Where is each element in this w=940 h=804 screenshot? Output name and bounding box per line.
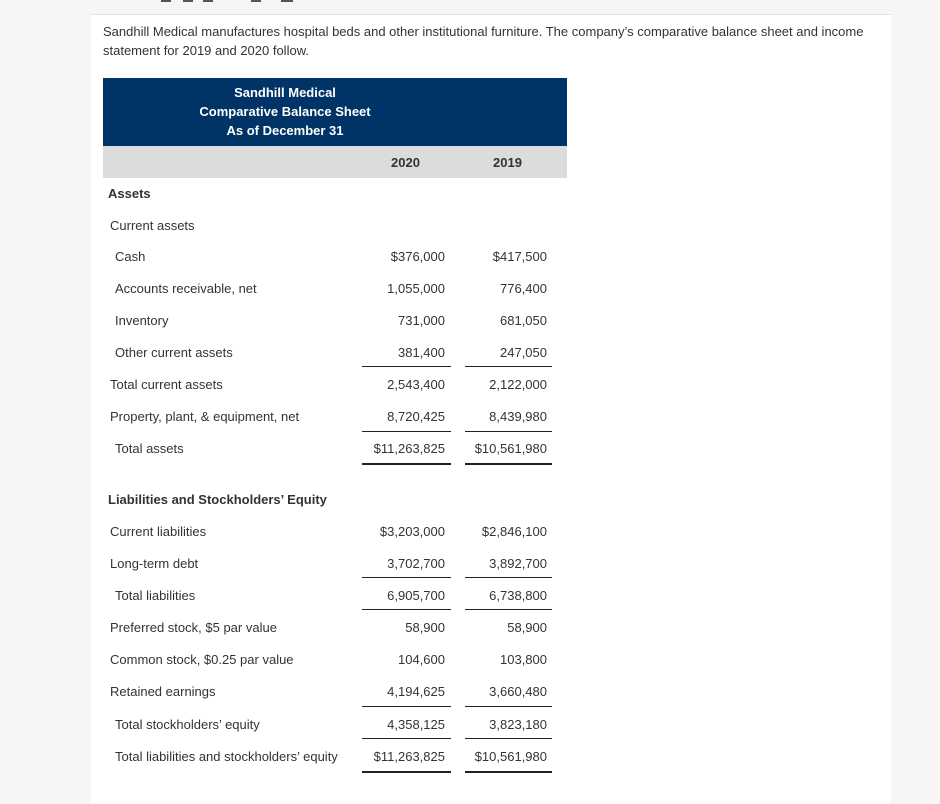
year-2019-header: 2019	[493, 155, 522, 170]
subtotal-underline	[362, 706, 451, 707]
value-2020: $11,263,825	[373, 749, 445, 764]
row-label: Other current assets	[115, 345, 233, 360]
row-label: Common stock, $0.25 par value	[110, 652, 294, 667]
row-label: Current liabilities	[110, 524, 207, 539]
row-label: Property, plant, & equipment, net	[110, 409, 300, 424]
statement-date: As of December 31	[226, 123, 344, 138]
year-2020-header: 2020	[391, 155, 420, 170]
balance-sheet-header	[103, 78, 567, 146]
total-underline	[465, 463, 552, 465]
row-label: Inventory	[115, 313, 169, 328]
value-2020: 4,194,625	[387, 684, 445, 699]
subtotal-underline	[362, 609, 451, 610]
value-2019: $10,561,980	[474, 441, 547, 456]
table-row-long-term-debt	[103, 556, 573, 588]
subtotal-underline	[362, 577, 451, 578]
row-label: Total current assets	[110, 377, 223, 392]
value-2020: 4,358,125	[387, 717, 445, 732]
table-row-common-stock	[103, 652, 573, 684]
row-label: Total liabilities and stockholders’ equity	[115, 749, 338, 764]
table-row-total-assets	[103, 441, 573, 473]
value-2019: $2,846,100	[481, 524, 547, 539]
table-row-ppe	[103, 409, 573, 441]
section-label: Assets	[108, 186, 151, 201]
row-label: Total stockholders’ equity	[115, 717, 260, 732]
table-row-inventory	[103, 313, 573, 345]
value-2019: $417,500	[492, 249, 547, 264]
value-2020: 2,543,400	[387, 377, 445, 392]
value-2019: 247,050	[500, 345, 547, 360]
top-decoration	[91, 0, 891, 4]
total-underline	[362, 463, 451, 465]
value-2019: 103,800	[500, 652, 547, 667]
value-2019: 8,439,980	[489, 409, 547, 424]
value-2020: 1,055,000	[387, 281, 445, 296]
value-2019: 58,900	[507, 620, 547, 635]
subtotal-underline	[465, 738, 552, 739]
value-2020: 381,400	[398, 345, 445, 360]
section-label: Liabilities and Stockholders’ Equity	[108, 492, 327, 507]
table-row-total-liabilities-and-equity	[103, 749, 573, 781]
value-2020: 58,900	[405, 620, 445, 635]
section-assets	[103, 186, 573, 218]
top-divider	[91, 14, 891, 15]
table-row-other-current-assets	[103, 345, 573, 377]
table-row-retained-earnings	[103, 684, 573, 716]
value-2019: 3,660,480	[489, 684, 547, 699]
table-row-total-stockholders-equity	[103, 717, 573, 749]
value-2019: 3,823,180	[489, 717, 547, 732]
value-2019: 2,122,000	[489, 377, 547, 392]
subtotal-underline	[465, 577, 552, 578]
value-2020: 731,000	[398, 313, 445, 328]
section-liabilities-equity	[103, 492, 573, 524]
value-2019: 6,738,800	[489, 588, 547, 603]
value-2020: 104,600	[398, 652, 445, 667]
value-2020: $11,263,825	[373, 441, 445, 456]
value-2019: $10,561,980	[474, 749, 547, 764]
value-2019: 776,400	[500, 281, 547, 296]
value-2019: 681,050	[500, 313, 547, 328]
row-label: Total assets	[115, 441, 184, 456]
subtotal-underline	[465, 431, 552, 432]
subsection-current-assets	[103, 218, 573, 250]
value-2020: $376,000	[390, 249, 445, 264]
row-label: Preferred stock, $5 par value	[110, 620, 277, 635]
row-label: Long-term debt	[110, 556, 199, 571]
subtotal-underline	[362, 366, 451, 367]
subsection-label: Current assets	[110, 218, 195, 233]
row-label: Accounts receivable, net	[115, 281, 257, 296]
subtotal-underline	[465, 609, 552, 610]
value-2020: 3,702,700	[387, 556, 445, 571]
row-label: Total liabilities	[115, 588, 196, 603]
table-row-current-liabilities	[103, 524, 573, 556]
statement-title: Comparative Balance Sheet	[199, 104, 371, 119]
year-header-row	[103, 146, 567, 178]
table-row-total-current-assets	[103, 377, 573, 409]
table-row-accounts-receivable	[103, 281, 573, 313]
row-label: Cash	[115, 249, 146, 264]
value-2020: 6,905,700	[387, 588, 445, 603]
intro-paragraph: Sandhill Medical manufactures hospital beds and other institutional furniture. The company’s comparative balance sheet and income statement for 2019 and 2020 follow.	[103, 24, 864, 58]
table-row-preferred-stock	[103, 620, 573, 652]
subtotal-underline	[465, 706, 552, 707]
company-name: Sandhill Medical	[234, 85, 336, 100]
value-2020: 8,720,425	[387, 409, 445, 424]
row-label: Retained earnings	[110, 684, 216, 699]
subtotal-underline	[465, 366, 552, 367]
table-row-cash	[103, 249, 573, 281]
value-2019: 3,892,700	[489, 556, 547, 571]
total-underline	[465, 771, 552, 773]
subtotal-underline	[362, 431, 451, 432]
table-row-total-liabilities	[103, 588, 573, 620]
value-2020: $3,203,000	[379, 524, 445, 539]
total-underline	[362, 771, 451, 773]
subtotal-underline	[362, 738, 451, 739]
